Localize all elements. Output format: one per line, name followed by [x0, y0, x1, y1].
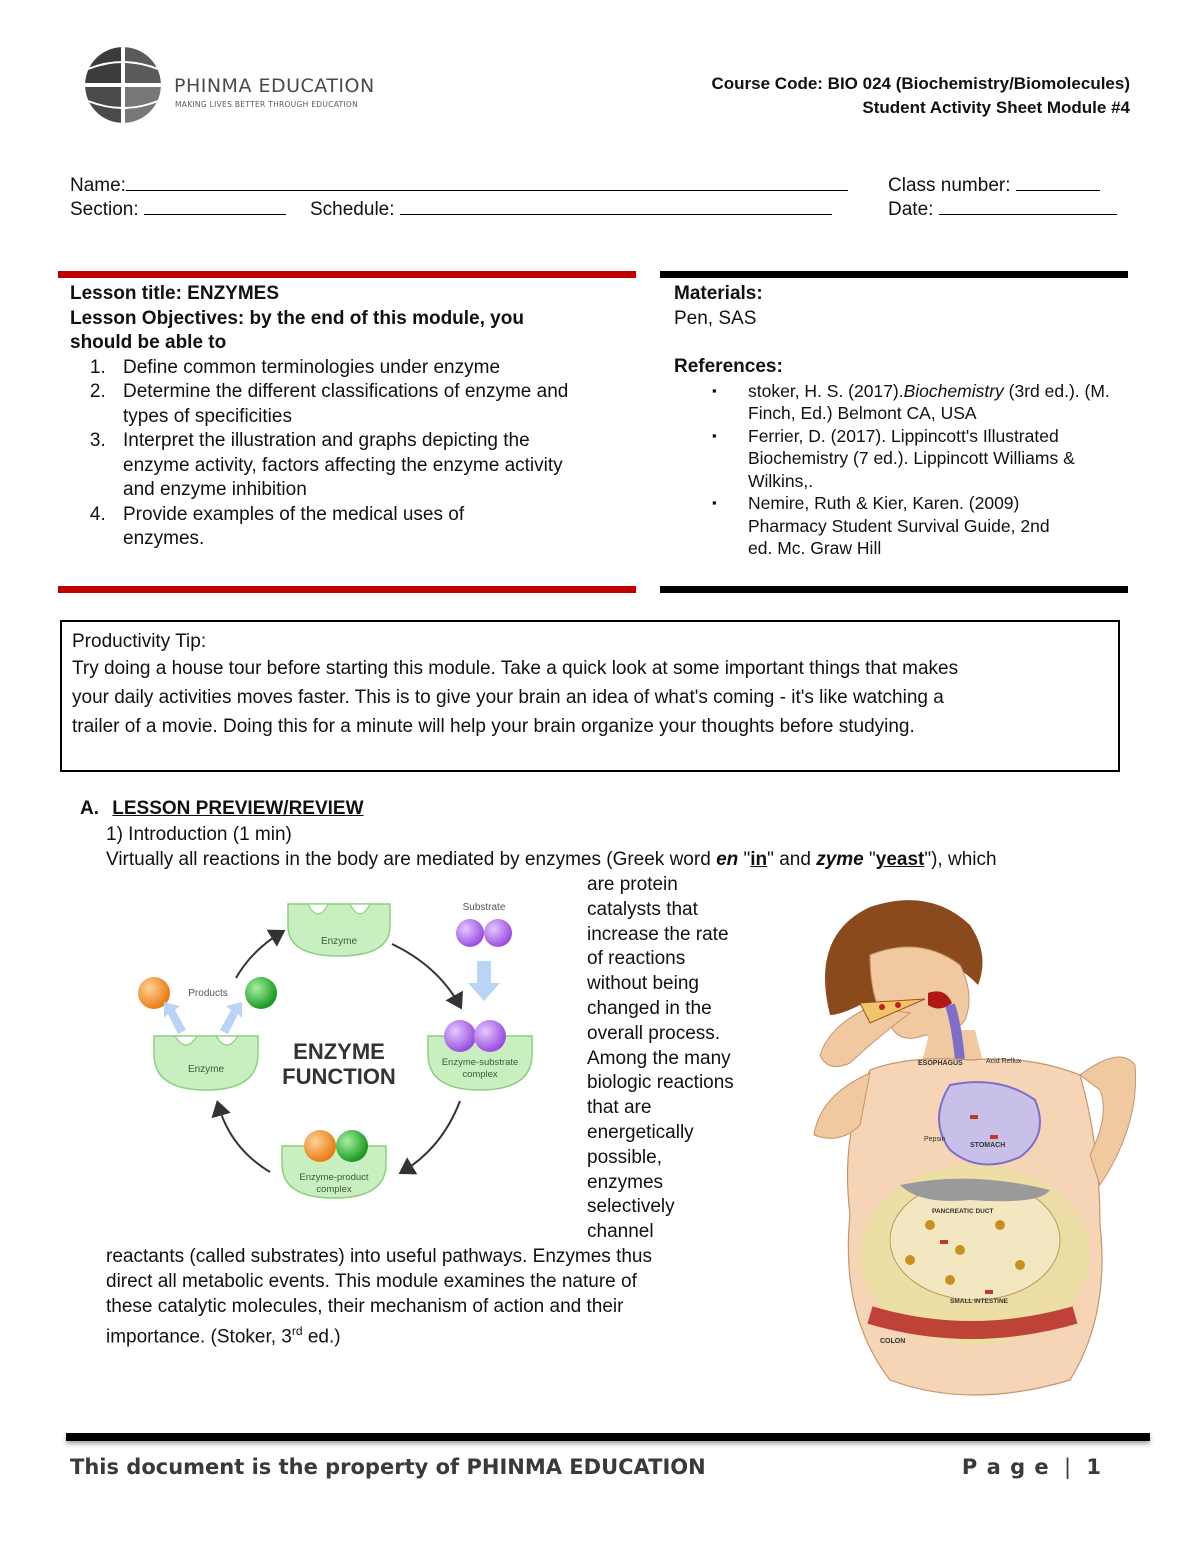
pancreatic-duct-label: PANCREATIC DUCT: [932, 1208, 994, 1215]
divider: [58, 271, 636, 278]
intro-line: possible,: [587, 1146, 662, 1168]
section-letter: A.: [80, 798, 99, 819]
intro-text: importance. (Stoker, 3: [106, 1326, 292, 1348]
objective-item: 1. Define common terminologies under enzyme: [111, 356, 593, 381]
cycle-arrow: [402, 1101, 460, 1172]
schedule-field[interactable]: [310, 196, 832, 221]
objective-item: 4. Provide examples of the medical uses of enzymes.: [111, 503, 543, 552]
objectives-heading-line: should be able to: [70, 332, 227, 353]
cycle-arrow: [218, 1104, 270, 1172]
logo: [78, 45, 378, 125]
class-number-field[interactable]: [888, 172, 1100, 197]
section-title: LESSON PREVIEW/REVIEW: [112, 798, 364, 819]
sheet-title: Student Activity Sheet Module #4: [862, 98, 1130, 117]
intro-line: of reactions: [587, 948, 686, 970]
course-code: Course Code: BIO 024 (Biochemistry/Biomolecules): [711, 74, 1130, 93]
colon-label: COLON: [880, 1338, 906, 1345]
ep-complex-label: Enzyme-product: [299, 1172, 369, 1183]
up-arrow-icon: [220, 1002, 242, 1034]
section-field[interactable]: [70, 196, 286, 221]
divider: [660, 271, 1128, 278]
intro-text: " and: [767, 849, 817, 870]
intro-line: [106, 1319, 746, 1350]
stomach: [939, 1082, 1040, 1164]
greek-meaning: in: [750, 849, 768, 870]
intro-line: reactants (called substrates) into useful pathways. Enzymes thus: [106, 1246, 652, 1267]
intro-line: direct all metabolic events. This module examines the nature of: [106, 1270, 637, 1292]
lesson-column: [70, 282, 630, 552]
up-arrow-icon: [164, 1002, 186, 1034]
products-label: Products: [188, 988, 228, 999]
course-header: [712, 72, 1131, 120]
references-list: [674, 380, 1124, 560]
intro-text: ed.): [302, 1326, 341, 1348]
stomach-label: STOMACH: [970, 1142, 1006, 1149]
intro-line: changed in the: [587, 997, 712, 1019]
tip-line: Try doing a house tour before starting this module. Take a quick look at some important things that makes: [72, 658, 959, 679]
intro-line: are protein: [587, 874, 678, 895]
product-ball: [245, 977, 277, 1009]
ordinal-suffix: rd: [291, 1324, 303, 1339]
intro-line: without being: [587, 973, 699, 995]
diagram-title: FUNCTION: [282, 1064, 396, 1089]
esophagus-label: ESOPHAGUS: [918, 1060, 963, 1067]
productivity-tip-box: [60, 620, 1120, 772]
es-complex-label: Enzyme-substrate: [441, 1057, 519, 1068]
ep-complex-label: complex: [316, 1184, 352, 1195]
intro-line: overall process.: [587, 1022, 721, 1044]
reference-item: [748, 380, 1124, 425]
name-field[interactable]: [70, 172, 848, 197]
date-field[interactable]: [888, 196, 1117, 221]
reference-text: (3rd ed.). (M. Finch, Ed.) Belmont CA, USA: [748, 380, 1110, 423]
tip-line: trailer of a movie. Doing this for a minute will help your brain organize your thoughts before studying.: [72, 716, 915, 737]
substrate-label: Substrate: [462, 902, 506, 913]
objectives-heading: [70, 307, 630, 356]
pepsin-label: Pepsin: [924, 1136, 946, 1143]
page-number: [962, 1455, 1102, 1479]
divider: [58, 586, 636, 593]
enzyme-top-label: Enzyme: [320, 936, 358, 947]
reference-text: stoker, H. S. (2017).: [748, 380, 904, 401]
acid-reflux-label: Acid Reflux: [986, 1058, 1022, 1065]
intro-line: channel: [587, 1221, 654, 1243]
greek-word: en: [716, 849, 739, 870]
logo-name: PHINMA EDUCATION: [174, 75, 375, 97]
cycle-arrow: [236, 932, 282, 978]
page-num: 1: [1086, 1455, 1102, 1479]
footer-property-text: This document is the property of PHINMA EDUCATION: [70, 1455, 706, 1479]
subsection-heading: 1) Introduction (1 min): [106, 824, 292, 845]
greek-word: zyme: [816, 849, 864, 870]
footer-rule: [66, 1433, 1150, 1441]
section-heading: [80, 798, 364, 820]
enzyme-top-shape: [288, 904, 390, 956]
es-complex-label: complex: [462, 1069, 498, 1080]
intro-line: these catalytic molecules, their mechanism of action and their: [106, 1295, 624, 1317]
logo-globe-icon: [78, 45, 168, 125]
schedule-label: Schedule:: [310, 199, 395, 220]
objective-item: 2. Determine the different classifications of enzyme and types of specificities: [111, 380, 593, 429]
logo-tagline: MAKING LIVES BETTER THROUGH EDUCATION: [175, 100, 359, 109]
intro-line: increase the rate: [587, 923, 729, 945]
objectives-list: [70, 356, 630, 552]
date-label: Date:: [888, 199, 934, 220]
class-number-label: Class number:: [888, 175, 1011, 196]
references-heading: References:: [674, 356, 783, 377]
lesson-title: Lesson title: ENZYMES: [70, 283, 280, 304]
materials-heading: Materials:: [674, 283, 763, 304]
intro-narrow-column: [587, 873, 767, 1245]
intro-text: "), which: [924, 849, 997, 870]
page-separator: |: [1063, 1455, 1073, 1479]
section-label: Section:: [70, 199, 139, 220]
down-arrow-icon: [468, 961, 500, 1001]
cycle-arrow: [392, 944, 460, 1006]
reference-title: Biochemistry: [903, 380, 1004, 401]
reference-item: ▪ Ferrier, D. (2017). Lippincott's Illustrated Biochemistry (7 ed.). Lippincott Williams & Wilkins,.: [748, 425, 1124, 493]
intro-line: biologic reactions: [587, 1072, 734, 1094]
tip-heading: Productivity Tip:: [72, 631, 207, 652]
intro-text: Virtually all reactions in the body are mediated by enzymes (Greek word: [106, 849, 717, 870]
arm: [820, 1007, 910, 1067]
intro-line: that are: [587, 1097, 652, 1119]
intro-line: [106, 848, 997, 873]
diagram-title: ENZYME: [293, 1039, 385, 1064]
enzyme-left-label: Enzyme: [187, 1064, 225, 1075]
intro-text: ": [863, 849, 876, 870]
page-label: P a g e: [961, 1455, 1050, 1479]
name-label: Name:: [70, 175, 126, 196]
tip-line: your daily activities moves faster. This is to give your brain an idea of what's coming - it's like watching a: [72, 687, 944, 708]
digestive-system-illustration: [800, 895, 1150, 1415]
greek-meaning: yeast: [875, 849, 925, 870]
intro-line: selectively: [587, 1196, 675, 1218]
substrate-ball: [456, 919, 484, 947]
intro-text: ": [738, 849, 751, 870]
intro-bottom-paragraph: [106, 1245, 746, 1351]
objective-item: 3. Interpret the illustration and graphs depicting the enzyme activity, factors affecting the enzyme activity and enzyme inhibition: [111, 429, 593, 503]
small-intestine-label: SMALL INTESTINE: [950, 1298, 1009, 1305]
enzyme-left-shape: [154, 1036, 258, 1090]
materials-column: [674, 282, 1124, 560]
intro-line: enzymes: [587, 1171, 664, 1193]
intro-line: Among the many: [587, 1047, 731, 1069]
divider: [660, 586, 1128, 593]
intro-line: energetically: [587, 1121, 694, 1143]
substrate-ball: [484, 919, 512, 947]
materials-items: Pen, SAS: [674, 307, 757, 329]
reference-item: ▪ Nemire, Ruth & Kier, Karen. (2009) Pharmacy Student Survival Guide, 2nd ed. Mc. Graw Hill: [748, 492, 1068, 560]
objectives-heading-line: Lesson Objectives: by the end of this module, you: [70, 307, 524, 329]
enzyme-function-diagram: [120, 886, 540, 1206]
intro-line: catalysts that: [587, 898, 698, 920]
